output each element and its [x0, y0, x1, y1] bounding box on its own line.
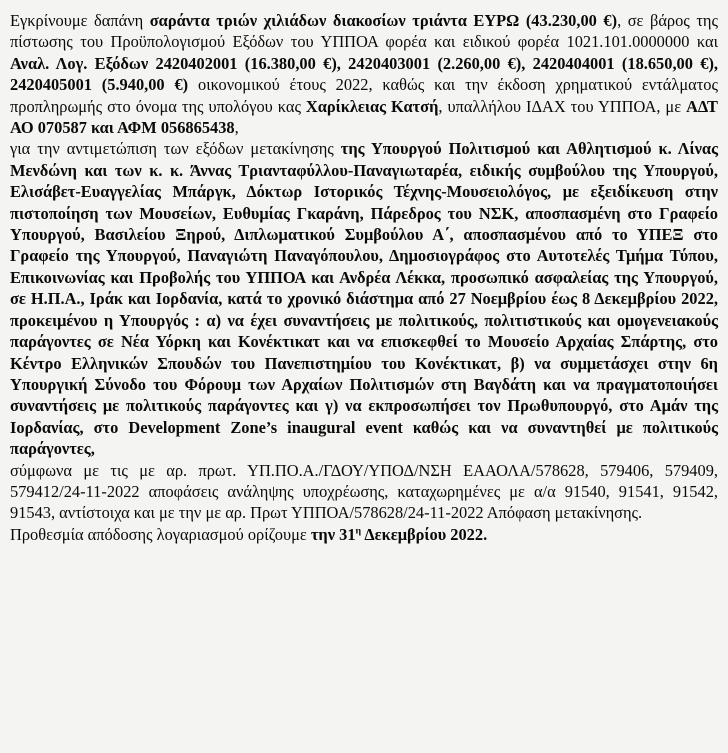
bold-text-segment: Δεκεμβρίου 2022.	[361, 524, 488, 544]
bold-text-segment: την 31	[310, 524, 356, 544]
bold-text-segment: της Υπουργού Πολιτισμού και Αθλητισμού κ. Λίνας Μενδώνη και των κ. κ. Άννας Τριανταφύλλου-Παναγιωταρέα, ειδικής συμβούλου της Υπουργού, Ελισάβετ-Ευαγγελίας Μπάργκ, Δόκτωρ Ιστορικός Τέχνης-Μουσειολόγος, με εξειδίκευση στην πιστοποίηση των Μουσείων, Ευθυμίας Γκαράνη, Πάρεδρος του ΝΣΚ, αποσπασμένη στο Γραφείο Υπουργού, Βασιλείου Ξηρού, Διπλωματικού Συμβούλου Α΄, αποσπασμένου από το ΥΠΕΞ στο Γραφείο της Υπουργού, Παναγιώτη Παναγόπουλου, Δημοσιογράφος στο Αυτοτελές Τμήμα Τύπου, Επικοινωνίας και Προβολής του ΥΠΠΟΑ και Ανδρέα Λέκκα, προσωπικό ασφαλείας της Υπουργού, σε Η.Π.Α., Ιράκ και Ιορδανία, κατά το χρονικό διάστημα από 27 Νοεμβρίου έως 8 Δεκεμβρίου 2022, προκειμένου η Υπουργός : α) να έχει συναντήσεις με πολιτικούς, πολιτιστικούς και ομογενειακούς παράγοντες σε Νέα Υόρκη και Κονέκτικατ και να επισκεφθεί το Μουσείο Αρχαίας Σπάρτης, στο Κέντρο Ελληνικών Σπουδών του Πανεπιστημίου του Κονέκτικατ, β) να συμμετάσχει στην 6η Υπουργική Σύνοδο του Φόρουμ των Αρχαίων Πολιτισμών στη Βαγδάτη και να πραγματοποιήσει συναντήσεις με πολιτικούς παράγοντες και γ) να εκπροσωπήσει τον Πρωθυπουργό, στο Αμάν της Ιορδανίας, στο Development Zone’s inaugural event καθώς και να συναντηθεί με πολιτικούς παράγοντες,	[10, 139, 718, 459]
document-paragraph	[10, 138, 718, 459]
document-paragraph	[10, 524, 718, 545]
text-segment: , υπαλλήλου ΙΔΑΧ του ΥΠΠΟΑ, με	[438, 96, 687, 116]
text-segment: σύμφωνα με τις με αρ. πρωτ. ΥΠ.ΠΟ.Α./ΓΔΟΥ/ΥΠΟΔ/ΝΣΗ ΕΑΑΟΛΑ/578628, 579406, 579409, 579412/24-11-2022 αποφάσεις ανάληψης υποχρέωσης, καταχωρημένες με α/α 91540, 91541, 91542, 91543, αντίστοιχα και με την με αρ. Πρωτ ΥΠΠΟΑ/578628/24-11-2022 Απόφαση μετακίνησης.	[10, 460, 718, 523]
document-paragraph	[10, 460, 718, 524]
bold-text-segment: Αναλ. Λογ. Εξόδων 2420402001 (16.380,00 €), 2420403001 (2.260,00 €), 2420404001 (18.650,00 €), 2420405001 (5.940,00 €)	[10, 53, 718, 95]
bold-text-segment: Χαρίκλειας Κατσή	[305, 96, 439, 116]
document-paragraph	[10, 10, 718, 138]
bold-text-segment: ΑΔΤ ΑΟ 070587 και ΑΦΜ 056865438	[10, 96, 718, 138]
bold-text-segment: η	[355, 525, 362, 537]
text-segment: ,	[234, 118, 239, 138]
text-segment: , σε βάρος της πίστωσης του Προϋπολογισμού Εξόδων του ΥΠΠΟΑ φορέα και ειδικού φορέα 1021.101.0000000 και	[10, 11, 718, 52]
bold-text-segment: σαράντα τριών χιλιάδων διακοσίων τριάντα ΕΥΡΩ (43.230,00 €)	[149, 11, 618, 30]
text-segment: για την αντιμετώπιση των εξόδων μετακίνησης	[10, 139, 341, 159]
text-segment: Εγκρίνουμε δαπάνη	[10, 11, 150, 30]
text-segment: Προθεσμία απόδοσης λογαριασμού ορίζουμε	[10, 524, 311, 544]
text-segment: οικονομικού έτους 2022, καθώς και την έκδοση χρηματικού εντάλματος προπληρωμής στο όνομα της υπολόγου κας	[10, 75, 718, 116]
